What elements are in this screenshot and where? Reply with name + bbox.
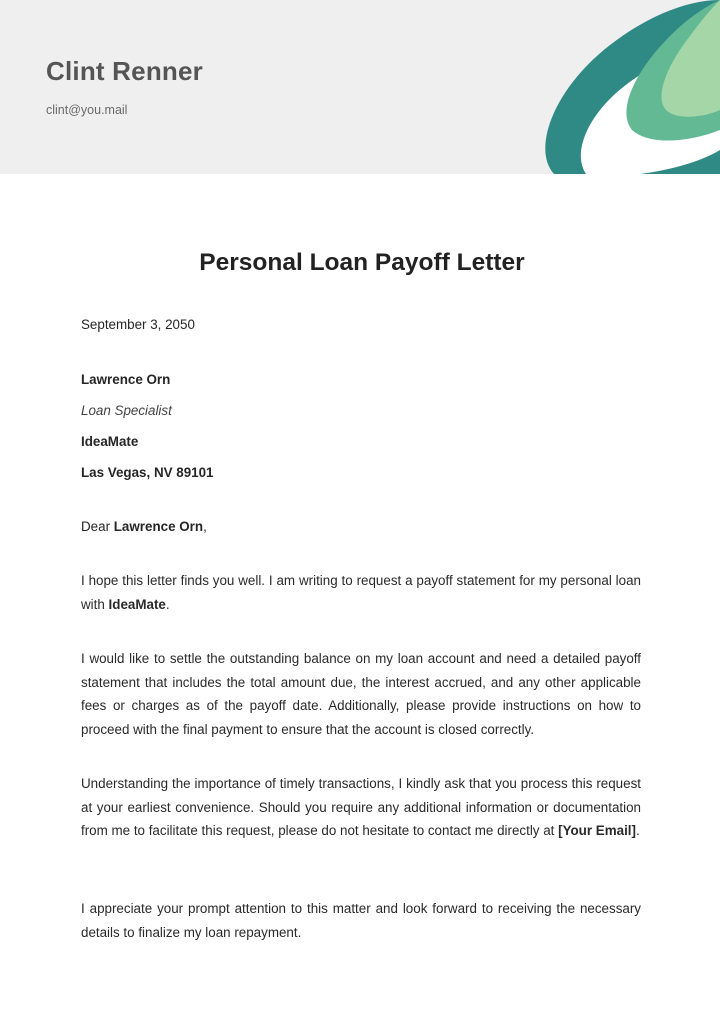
paragraph-1 bbox=[81, 569, 641, 616]
paragraph-3-end: . bbox=[635, 823, 640, 838]
sender-name: Clint Renner bbox=[46, 56, 203, 86]
salutation-name: Lawrence Orn bbox=[113, 519, 204, 534]
recipient-company: IdeaMate bbox=[81, 434, 139, 449]
paragraph-3-email-placeholder: [Your Email] bbox=[558, 823, 636, 838]
paragraph-3 bbox=[81, 772, 641, 843]
recipient-position: Loan Specialist bbox=[81, 403, 172, 418]
salutation bbox=[81, 519, 207, 534]
sender-email: clint@you.mail bbox=[46, 103, 128, 117]
paragraph-4 bbox=[81, 897, 641, 944]
salutation-prefix: Dear bbox=[81, 519, 114, 534]
paragraph-2-text: I would like to settle the outstanding balance on my loan account and need a detailed payoff statement that includes the total amount due, the interest accrued, and any other applicable fees or charges as of the payoff date. Additionally, please provide instructions on how to proceed with the final payment to ensure that the account is closed correctly. bbox=[81, 651, 641, 737]
paragraph-1-text: I hope this letter finds you well. I am writing to request a payoff statement for my personal loan with bbox=[81, 573, 641, 612]
letter-title: Personal Loan Payoff Letter bbox=[199, 249, 525, 276]
letterhead bbox=[0, 0, 720, 174]
paragraph-4-text: I appreciate your prompt attention to this matter and look forward to receiving the necessary details to finalize my loan repayment. bbox=[81, 901, 641, 940]
paragraph-1-end: . bbox=[165, 596, 170, 612]
recipient-address: Las Vegas, NV 89101 bbox=[81, 465, 214, 480]
salutation-suffix: , bbox=[203, 519, 207, 534]
decorative-swoosh-graphic bbox=[540, 0, 720, 174]
letter-date: September 3, 2050 bbox=[81, 317, 195, 332]
paragraph-2 bbox=[81, 647, 641, 741]
recipient-name: Lawrence Orn bbox=[81, 372, 171, 387]
paragraph-3-text: Understanding the importance of timely transactions, I kindly ask that you process this request at your earliest convenience. Should you require any additional information or documentation from me to facilitate this request, please do not hesitate to contact me directly at bbox=[81, 776, 641, 838]
paragraph-1-company: IdeaMate bbox=[108, 596, 166, 612]
